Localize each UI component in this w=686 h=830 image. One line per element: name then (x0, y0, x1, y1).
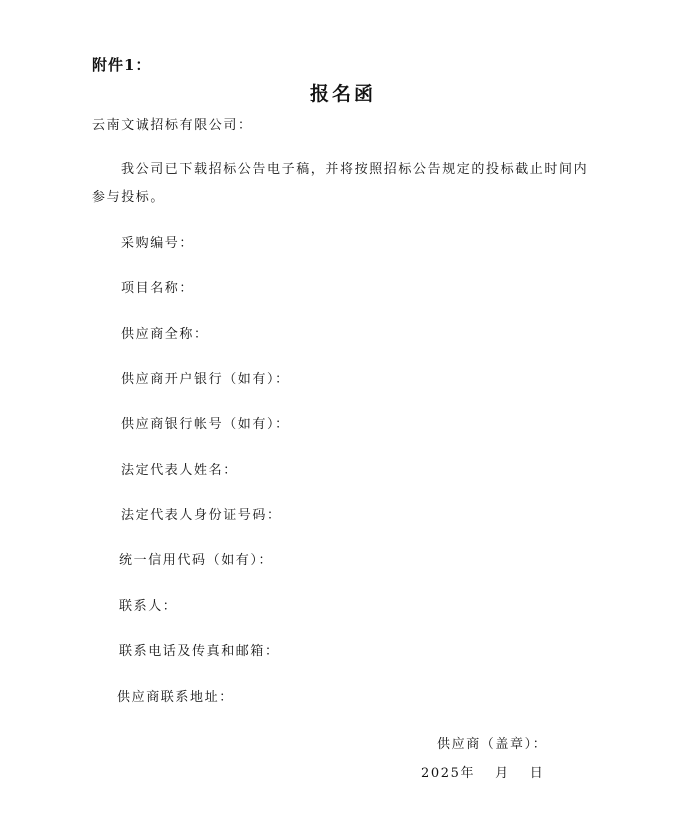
field-supplier-address: 供应商联系地址： (117, 690, 234, 705)
field-legal-rep-id: 法定代表人身份证号码： (121, 508, 282, 523)
field-supplier-bank: 供应商开户银行（如有）： (121, 372, 290, 387)
field-procurement-number: 采购编号： (121, 236, 195, 251)
attachment-label: 附件1： (92, 56, 152, 74)
date-month: 月 (495, 766, 510, 781)
supplier-seal-label: 供应商（盖章）： (437, 737, 548, 752)
date-day: 日 (529, 766, 545, 781)
field-contact-person: 联系人： (119, 599, 178, 614)
field-legal-rep-name: 法定代表人姓名： (121, 463, 238, 478)
field-credit-code: 统一信用代码（如有）： (119, 553, 274, 568)
date-year: 2025年 (421, 766, 476, 781)
field-project-name: 项目名称： (121, 281, 195, 296)
field-supplier-name: 供应商全称： (121, 327, 209, 342)
field-supplier-account: 供应商银行帐号（如有）： (121, 417, 290, 432)
signature-date (421, 762, 544, 781)
recipient-line: 云南文诚招标有限公司： (92, 118, 253, 133)
document-title: 报名函 (309, 83, 376, 105)
field-contact-phone-fax-email: 联系电话及传真和邮箱： (119, 644, 280, 659)
body-paragraph: 我公司已下载招标公告电子稿，并将按照招标公告规定的投标截止时间内参与投标。 (92, 162, 589, 205)
